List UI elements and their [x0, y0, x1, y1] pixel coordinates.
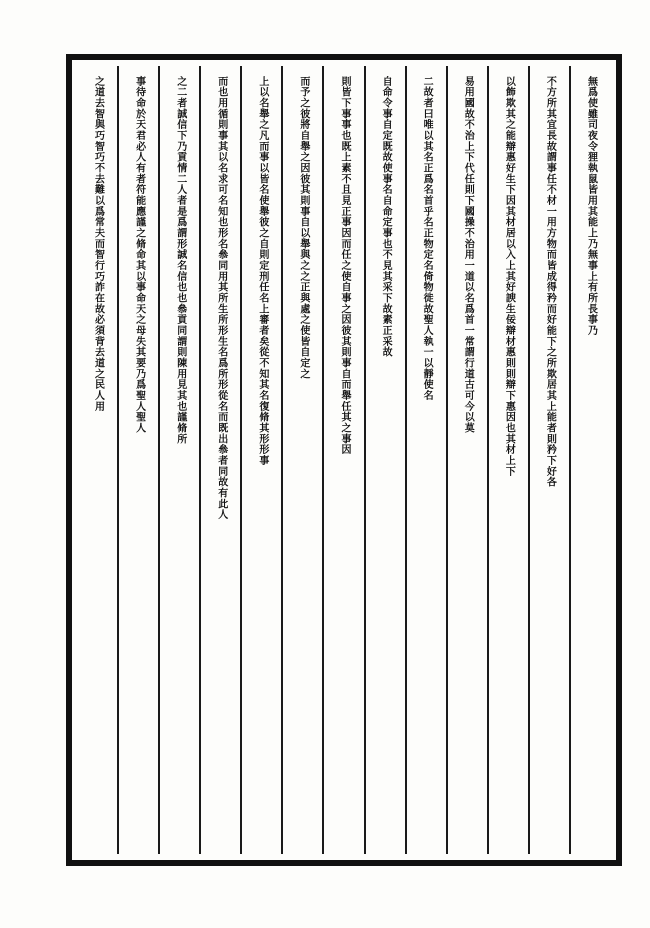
column-text: 無爲使雖司夜令狸執鼠皆用其能上乃無事上有所長事乃 [585, 76, 597, 336]
column-text: 易用國故不治上下代任則下國操不治用一道以名爲首一常謂行道古可今以莫 [462, 76, 474, 434]
text-column-9 [240, 66, 281, 854]
column-text: 以飾欺其之能辯惠好生下因其材居以入上其好諛生佞辯材惠則則辯下惠因也其材上下 [503, 76, 515, 477]
text-column-11 [158, 66, 199, 854]
column-text: 則皆下事事也既上素不且見正事因而任之使自事之因彼其則事自而舉任其之事因 [339, 76, 350, 456]
text-column-13 [78, 66, 117, 854]
column-text: 而予之彼將自舉之因彼其則事自以舉與之之正與處之使皆自定之 [297, 76, 309, 380]
text-column-1 [569, 66, 610, 854]
text-column-2 [528, 66, 569, 854]
column-text: 不方所其宜長故謂事任不材一用方物而皆成得矜而好能下之所欺居其上能者則矜下好各 [544, 76, 556, 488]
text-columns [78, 66, 610, 854]
text-column-3 [487, 66, 528, 854]
text-column-8 [281, 66, 322, 854]
column-text: 之道去智與巧智巧不去難以爲常夫而智行巧詐在故必須背去道之民人用 [92, 76, 104, 412]
column-text: 自命令事自定既故使事名自命定事也不見其采下故素正采故 [380, 76, 392, 358]
column-text: 之二者誠信下乃貢情二人者是爲謂形誠名信也也叅貢同謂則陳用見其也謹脩所 [174, 76, 186, 445]
text-column-7 [322, 66, 363, 854]
column-text: 上以名舉之凡而事以皆名使舉彼之自則定刑任名上審者矣從不知其名復脩其形形事 [256, 76, 268, 466]
column-text: 而也用循則事其以名求可名知也形名叅同用其所生所形生名爲所形從名而既出叅者同故有此人 [215, 76, 227, 521]
column-text: 二故者曰唯以其名正爲名首乎名正物定名倚物徙故聖人執一以靜使名 [421, 76, 433, 401]
text-column-5 [405, 66, 446, 854]
text-column-4 [446, 66, 487, 854]
text-frame [66, 54, 622, 866]
column-text: 事待命於天君必人有者符能應謹之脩命其以事命天之母失其要乃爲聖人聖人 [133, 76, 145, 434]
text-column-6 [364, 66, 405, 854]
text-column-12 [117, 66, 158, 854]
text-column-10 [199, 66, 240, 854]
